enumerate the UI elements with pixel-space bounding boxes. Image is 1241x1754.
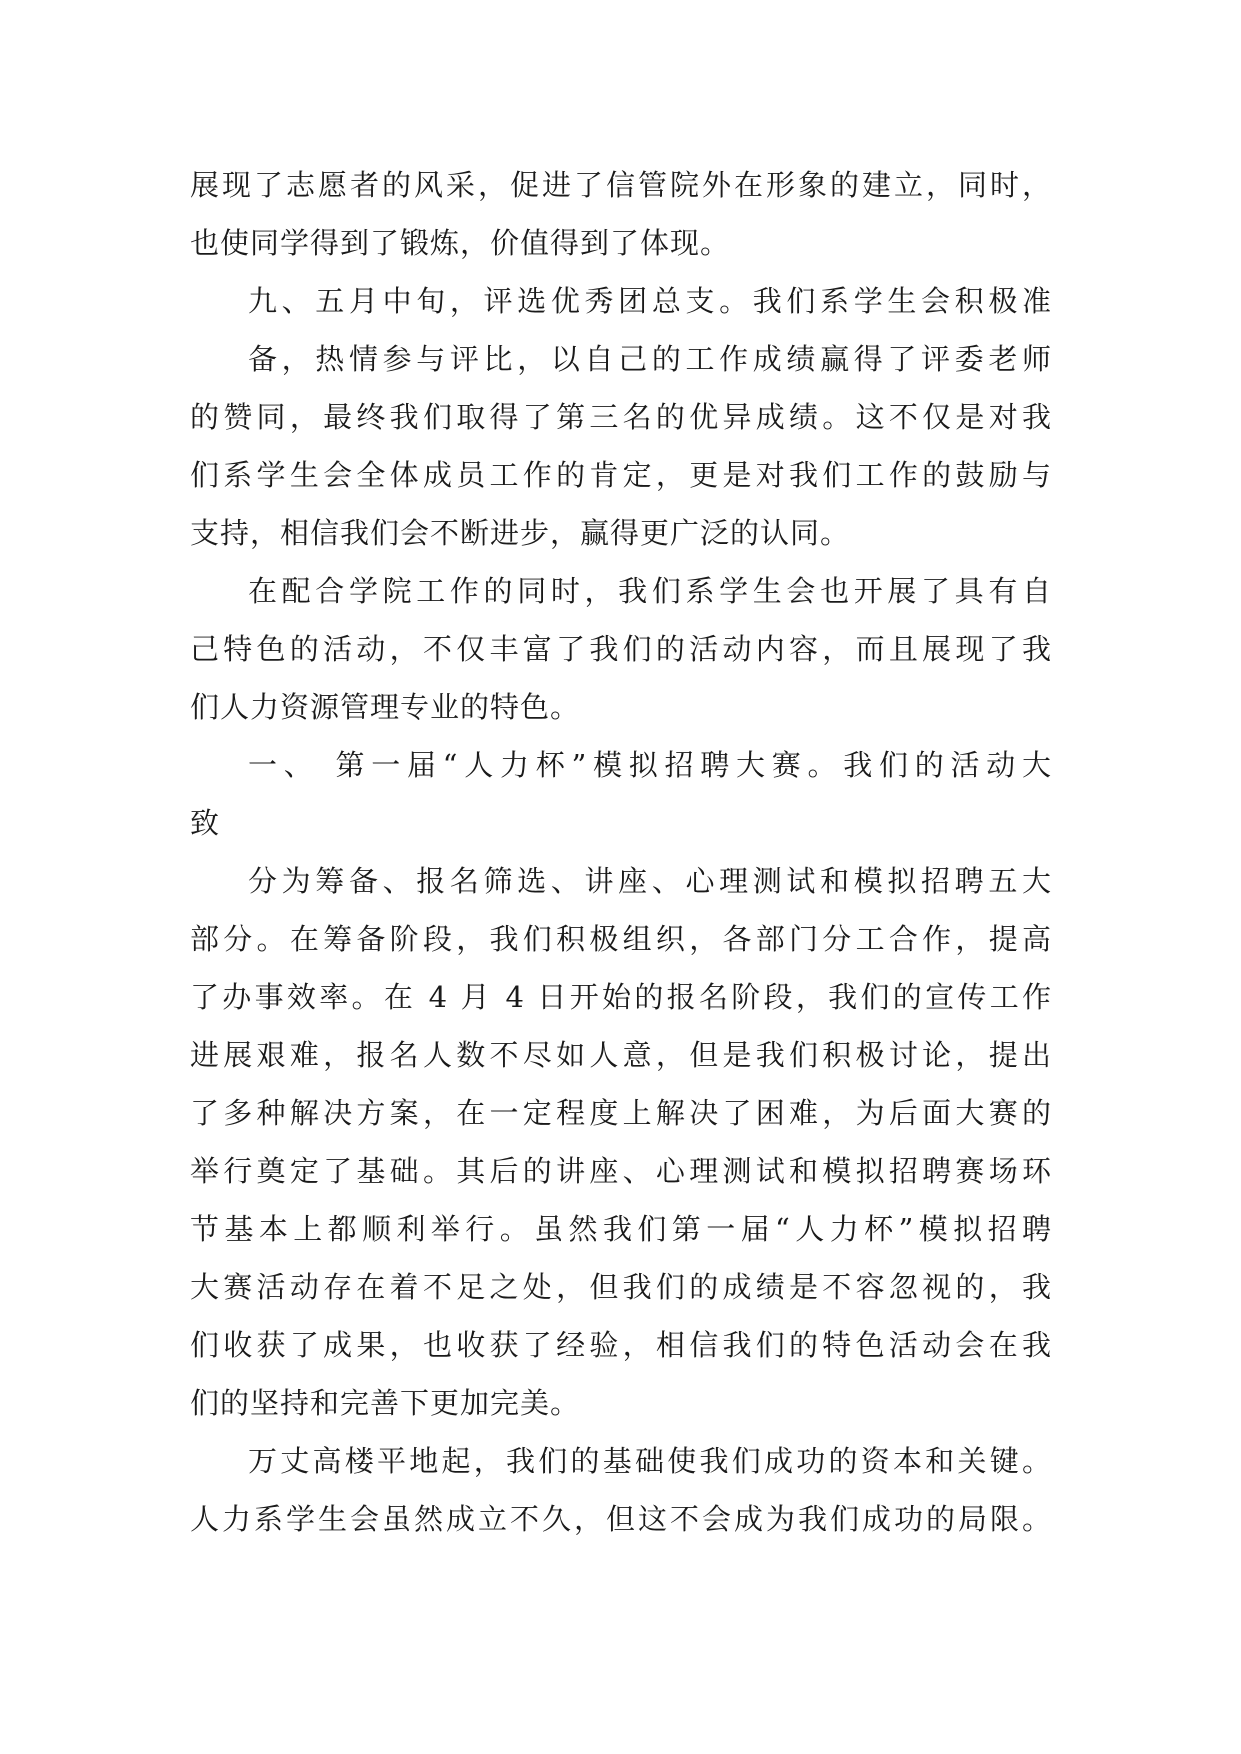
text-line: 们系学生会全体成员工作的肯定，更是对我们工作的鼓励与 (190, 458, 1052, 492)
text-line: 举行奠定了基础。其后的讲座、心理测试和模拟招聘赛场环 (190, 1154, 1052, 1188)
text-line: 节基本上都顺利举行。虽然我们第一届“人力杯”模拟招聘 (190, 1212, 1052, 1246)
document-page (190, 156, 1052, 1548)
text-line: 支持，相信我们会不断进步，赢得更广泛的认同。 (190, 516, 851, 550)
text-line: 部分。在筹备阶段，我们积极组织，各部门分工合作，提高 (190, 922, 1052, 956)
text-line: 展现了志愿者的风采，促进了信管院外在形象的建立，同时， (190, 168, 1052, 202)
text-line: 了办事效率。在 4 月 4 日开始的报名阶段，我们的宣传工作 (190, 980, 1052, 1014)
text-line: 的赞同，最终我们取得了第三名的优异成绩。这不仅是对我 (190, 400, 1052, 434)
text-line: 们收获了成果，也收获了经验，相信我们的特色活动会在我 (190, 1328, 1052, 1362)
text-line: 分为筹备、报名筛选、讲座、心理测试和模拟招聘五大 (248, 864, 1052, 898)
text-line: 们的坚持和完善下更加完美。 (190, 1386, 581, 1420)
text-line: 也使同学得到了锻炼，价值得到了体现。 (190, 226, 731, 260)
text-line: 万丈高楼平地起，我们的基础使我们成功的资本和关键。 (248, 1444, 1052, 1478)
text-line: 九、五月中旬，评选优秀团总支。我们系学生会积极准 (248, 284, 1052, 318)
text-line: 己特色的活动，不仅丰富了我们的活动内容，而且展现了我 (190, 632, 1052, 666)
text-line: 们人力资源管理专业的特色。 (190, 690, 581, 724)
text-line: 在配合学院工作的同时，我们系学生会也开展了具有自 (248, 574, 1052, 608)
text-line: 进展艰难，报名人数不尽如人意，但是我们积极讨论，提出 (190, 1038, 1052, 1072)
text-line: 致 (190, 806, 221, 840)
text-line: 人力系学生会虽然成立不久，但这不会成为我们成功的局限。 (190, 1502, 1052, 1536)
text-line: 了多种解决方案，在一定程度上解决了困难，为后面大赛的 (190, 1096, 1052, 1130)
text-line: 一、 第一届“人力杯”模拟招聘大赛。我们的活动大 (248, 748, 1052, 782)
text-line: 大赛活动存在着不足之处，但我们的成绩是不容忽视的，我 (190, 1270, 1052, 1304)
text-line: 备，热情参与评比，以自己的工作成绩赢得了评委老师 (248, 342, 1052, 376)
